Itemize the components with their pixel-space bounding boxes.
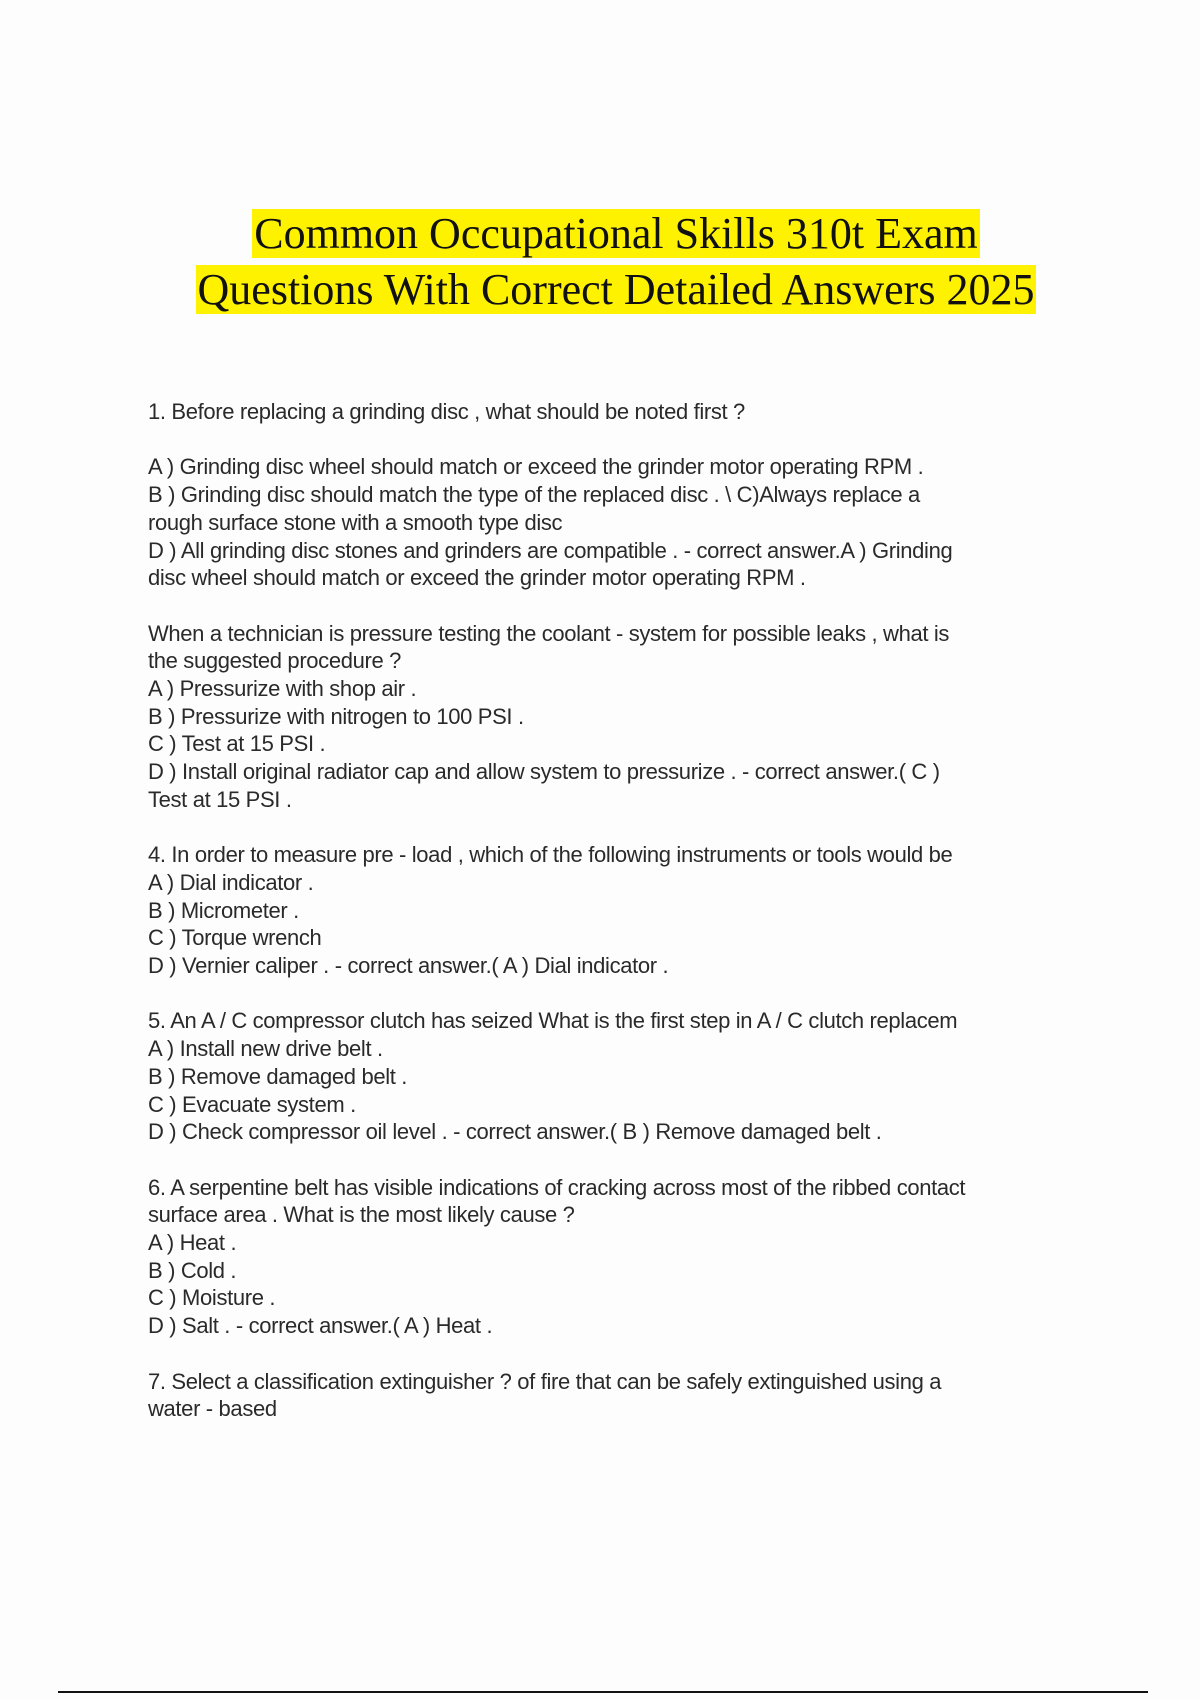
question-line: When a technician is pressure testing the coolant - system for possible leaks , what is [148,620,950,646]
question-line: 6. A serpentine belt has visible indications of cracking across most of the ribbed contact [148,1174,966,1200]
question-line: C ) Moisture . [148,1285,276,1311]
question-line: B ) Cold . [148,1257,237,1283]
question-block [148,398,1148,592]
question-line: 7. Select a classification extinguisher ? of fire that can be safely extinguished using a [148,1368,942,1394]
question-line: rough surface stone with a smooth type disc [148,509,563,535]
question-line: C ) Torque wrench [148,925,322,951]
question-line: 1. Before replacing a grinding disc , what should be noted first ? [148,399,745,424]
question-line: A ) Pressurize with shop air . [148,676,417,701]
question-line: D ) Vernier caliper . - correct answer.( A ) Dial indicator . [148,953,669,979]
question-line: D ) Salt . - correct answer.( A ) Heat . [148,1313,493,1339]
title-line-1: Common Occupational Skills 310t Exam [254,209,978,258]
question-line: 4. In order to measure pre - load , which of the following instruments or tools would be [148,842,953,868]
question-line: 5. An A / C compressor clutch has seized What is the first step in A / C clutch replacem [148,1008,958,1034]
question-line: water - based [148,1396,277,1422]
question-line: A ) Heat . [148,1230,237,1256]
question-line: A ) Install new drive belt . [148,1036,383,1062]
question-line: C ) Test at 15 PSI . [148,731,326,757]
title-line-2: Questions With Correct Detailed Answers 2025 [197,265,1035,314]
question-line: A ) Grinding disc wheel should match or exceed the grinder motor operating RPM . [148,454,924,480]
question-block [148,620,1148,814]
question-line: D ) All grinding disc stones and grinders are compatible . - correct answer.A ) Grinding [148,537,953,563]
footer-rule [58,1691,1148,1693]
question-block [148,1007,1148,1146]
question-line: A ) Dial indicator . [148,869,314,895]
question-line: B ) Grinding disc should match the type of the replaced disc . \ C)Always replace a [148,482,920,508]
question-block [148,1174,1148,1340]
question-line: D ) Check compressor oil level . - correct answer.( B ) Remove damaged belt . [148,1119,882,1145]
question-line: Test at 15 PSI . [148,786,292,812]
question-line: B ) Remove damaged belt . [148,1063,408,1089]
question-line: surface area . What is the most likely cause ? [148,1202,575,1228]
question-line: D ) Install original radiator cap and allow system to pressurize . - correct answer.( C ) [148,759,940,785]
question-line: disc wheel should match or exceed the grinder motor operating RPM . [148,565,806,591]
question-line: B ) Micrometer . [148,897,299,923]
document-title [16,206,1200,318]
question-line: C ) Evacuate system . [148,1091,356,1117]
question-block [148,841,1148,980]
spacer [148,426,1148,454]
question-list [148,398,1148,1451]
question-block [148,1368,1148,1423]
question-line: the suggested procedure ? [148,648,401,674]
question-line: B ) Pressurize with nitrogen to 100 PSI . [148,703,524,729]
